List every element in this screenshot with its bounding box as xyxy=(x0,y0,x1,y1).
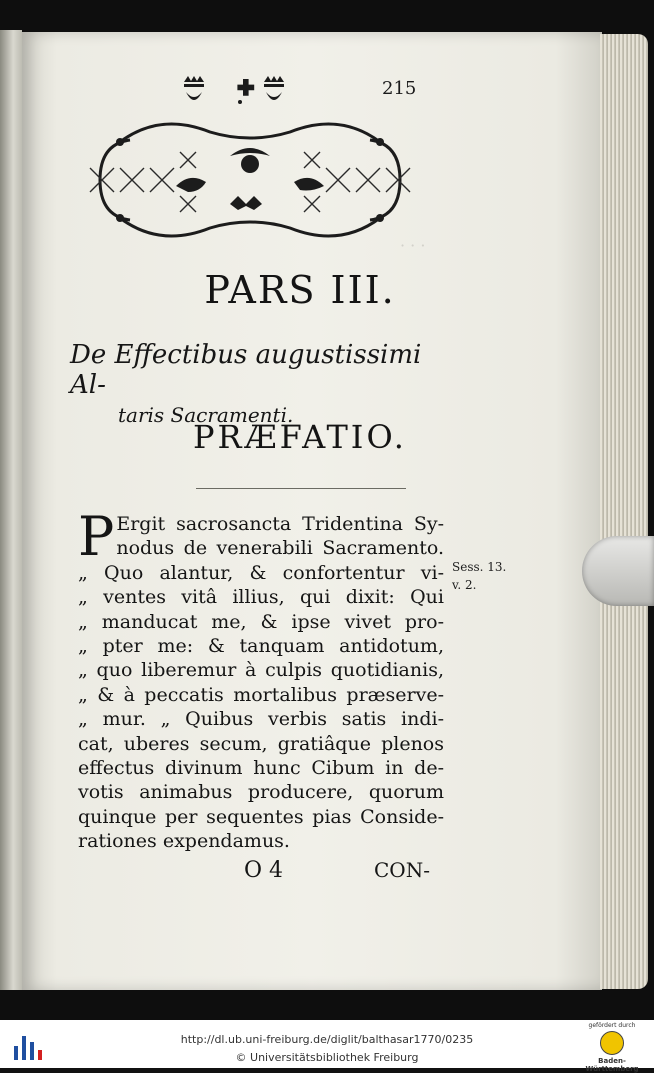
margin-note-line-2: v. 2. xyxy=(452,578,477,592)
body-line: Ergit sacrosancta Tridentina Sy- xyxy=(116,513,444,535)
body-line: „ quo liberemur à culpis quotidianis, xyxy=(78,659,444,682)
body-line: „ ventes vitâ illius, qui dixit: Qui xyxy=(78,586,444,609)
body-paragraph xyxy=(78,505,444,854)
viewer-footer xyxy=(0,1020,654,1073)
body-line: „ manducat me, & ipse vivet pro- xyxy=(78,610,444,633)
page-fore-edge xyxy=(600,34,648,989)
crowns-and-cross-ornament-icon xyxy=(180,72,300,108)
subtitle-line-2: taris Sacramenti. xyxy=(118,403,294,427)
catchword: CON- xyxy=(374,858,430,882)
body-line: nodus de venerabili Sacramento. xyxy=(116,537,444,560)
show-through-text: · · · xyxy=(400,236,426,255)
page-number: 215 xyxy=(382,78,417,99)
copyright-notice: © Universitätsbibliothek Freiburg xyxy=(235,1051,419,1064)
subtitle-line-1: De Effectibus augustissimi Al- xyxy=(70,340,422,400)
title-rule xyxy=(196,488,406,489)
body-line: quinque per sequentes pias Conside- xyxy=(78,805,444,828)
body-line: „ pter me: & tanquam antidotum, xyxy=(78,635,444,658)
part-title: PARS III. xyxy=(204,268,396,312)
page-clip xyxy=(582,536,654,606)
funder-label: gefördert durch xyxy=(588,1022,636,1029)
body-line: „ mur. „ Quibus verbis satis indi- xyxy=(78,708,444,731)
body-line: rationes expendamus. xyxy=(78,830,290,853)
body-line: cat, uberes secum, gratiâque plenos xyxy=(78,732,444,755)
body-line: „ Quo alantur, & confortentur vi- xyxy=(78,561,444,584)
part-subtitle xyxy=(70,340,450,430)
funder-block xyxy=(572,1022,652,1073)
body-line: effectus divinum hunc Cibum in de- xyxy=(78,757,444,780)
funder-name: Baden-Württemberg xyxy=(585,1057,639,1073)
left-page-edge xyxy=(0,30,22,990)
margin-note-line-1: Sess. 13. xyxy=(452,560,507,574)
document-url[interactable]: http://dl.ub.uni-freiburg.de/diglit/balthasar1770/0235 xyxy=(180,1033,474,1046)
drop-cap: P xyxy=(78,505,115,568)
section-title: PRÆFATIO. xyxy=(193,418,407,456)
margin-note xyxy=(452,558,506,594)
baden-wuerttemberg-emblem-icon xyxy=(600,1031,624,1055)
body-line: „ & à peccatis mortalibus præserve- xyxy=(78,683,444,706)
signature-mark: O 4 xyxy=(244,858,284,883)
body-line: votis animabus producere, quorum xyxy=(78,781,444,804)
floral-headpiece-ornament-icon xyxy=(80,112,420,248)
